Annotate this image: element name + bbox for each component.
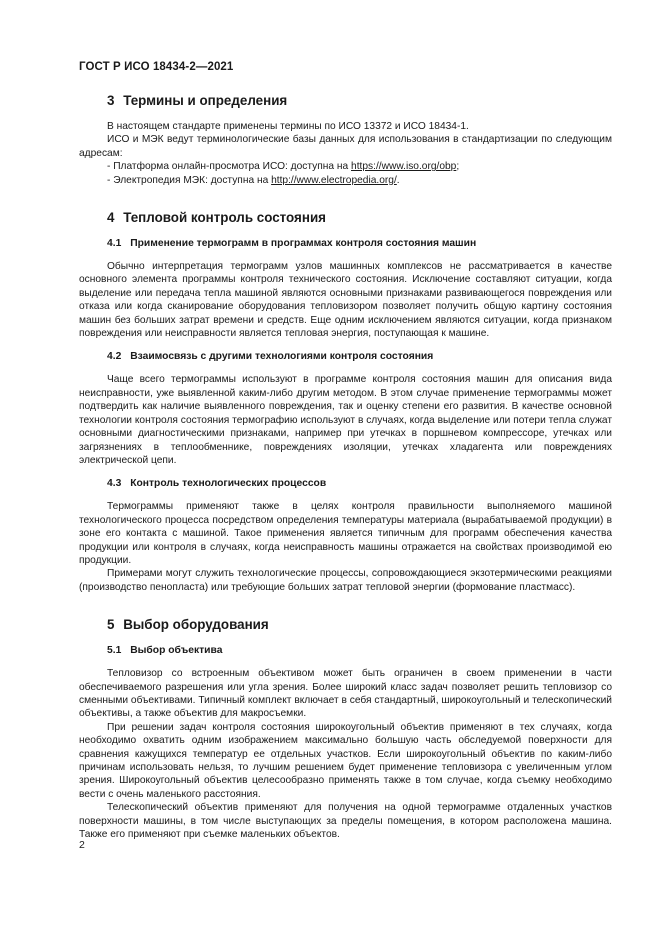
section-number: 4 <box>107 210 115 226</box>
paragraph: Примерами могут служить технологические процессы, сопровождающиеся экзотермическими реакциями (производство пенопласта) или требующие больших затрат тепловой энергии (формование пластмасс). <box>79 568 612 593</box>
list-item-text: - Платформа онлайн-просмотра ИСО: доступна на <box>107 161 352 173</box>
subsection-4-2-heading <box>107 350 612 363</box>
section-3-heading <box>107 93 612 109</box>
list-item-electropedia <box>79 174 612 187</box>
section-title: Выбор оборудования <box>123 617 269 633</box>
paragraph: В настоящем стандарте применены термины по ИСО 13372 и ИСО 18434-1. <box>107 121 469 132</box>
subsection-5-1-heading <box>107 644 612 657</box>
document-code-header: ГОСТ Р ИСО 18434-2—2021 <box>79 61 234 73</box>
list-item-text: - Электропедия МЭК: доступна на <box>107 174 272 186</box>
paragraph: ИСО и МЭК ведут терминологические базы данных для использования в стандартизации по следующим адресам: <box>79 134 612 159</box>
list-item-iso-platform <box>79 160 612 173</box>
paragraph: Телескопический объектив применяют для получения на одной термограмме отдаленных участков поверхности машины, в том числе выступающих за пределы помещения, в котором расположена машина. Также его применяют при съемке маленьких объектов. <box>79 802 612 841</box>
page-number: 2 <box>79 839 85 851</box>
section-title: Тепловой контроль состояния <box>123 210 326 226</box>
paragraph: Обычно интерпретация термограмм узлов машинных комплексов не рассматривается в качестве основного элемента программы контроля технического состояния. Исключение составляют ситуации, когда выделение или передача тепла машиной являются основными признаками развивающегося повреждения или отказа или когда сканирование оборудования тепловизором позволяет получить общую картину состояния машин без больших затрат времени и средств. Еще одним исключением являются ситуации, когда признаком повреждения или неисправности является тепловая энергия, поступающая к машине. <box>79 261 612 340</box>
section-number: 5 <box>107 617 115 633</box>
section-5-heading <box>107 617 612 633</box>
section-title: Термины и определения <box>123 93 288 108</box>
iso-obp-link[interactable]: https://www.iso.org/obp <box>351 161 457 173</box>
subsection-title: Применение термограмм в программах контроля состояния машин <box>130 238 477 250</box>
document-body <box>79 93 612 841</box>
section-number: 3 <box>107 93 115 108</box>
paragraph: Чаще всего термограммы используют в программе контроля состояния машин для описания вида неисправности, уже выявленной каким-либо другим методом. В этом случае применение термограммы может подтвердить как наличие выявленного повреждения, так и оценку степени его развития. В качестве основной технологии контроля состояния термографию используют в случаях, когда выделение или потери тепла служат основными диагностическими признаками, например при утечках в поршневом компрессоре, утечках или загрязнениях в теплообменнике, повреждениях изоляции, утечках хладагента или повреждениях электрической цепи. <box>79 374 612 466</box>
paragraph: При решении задач контроля состояния широкоугольный объектив применяют в тех случаях, когда необходимо охватить одним изображением максимально большую часть обследуемой поверхности для сравнения кажущихся температур ее отдельных участков. Если широкоугольный объектив по каким-либо причинам использовать нельзя, то лучшим решением будет применение тепловизора с увеличенным углом зрения. Широкоугольный объектив целесообразно применять также в том случае, когда съемку необходимо вести с очень маленького расстояния. <box>79 721 612 800</box>
subsection-title: Выбор объектива <box>130 645 223 657</box>
electropedia-link[interactable]: http://www.electropedia.org/ <box>271 174 397 186</box>
subsection-title: Взаимосвязь с другими технологиями контроля состояния <box>130 351 434 363</box>
paragraph: Термограммы применяют также в целях контроля правильности выполняемого машиной технологического процесса посредством определения температуры материала (вырабатываемой продукции) в зоне его контакта с машиной. Такое применения является типичным для программ обеспечения качества продукции или контроля в случаях, когда неисправность машины отражается на свойствах производимой ею продукции. <box>79 501 612 566</box>
subsection-4-1-heading <box>107 237 612 250</box>
section-4-heading <box>107 210 612 226</box>
list-item-punct: ; <box>456 161 460 173</box>
subsection-4-3-heading <box>107 477 612 490</box>
subsection-number: 4.1 <box>107 238 122 250</box>
subsection-title: Контроль технологических процессов <box>130 478 327 490</box>
list-item-punct: . <box>396 174 400 186</box>
subsection-number: 4.3 <box>107 478 122 490</box>
paragraph: Тепловизор со встроенным объективом может быть ограничен в своем применении в части обеспечиваемого разрешения или угла зрения. Более широкий класс задач позволяет решить тепловизор со сменными объективами. Типичный комплект включает в себя стандартный, широкоугольный и телескопический объективы, а также объектив для макросъемки. <box>79 668 612 720</box>
subsection-number: 4.2 <box>107 351 122 363</box>
subsection-number: 5.1 <box>107 645 122 657</box>
